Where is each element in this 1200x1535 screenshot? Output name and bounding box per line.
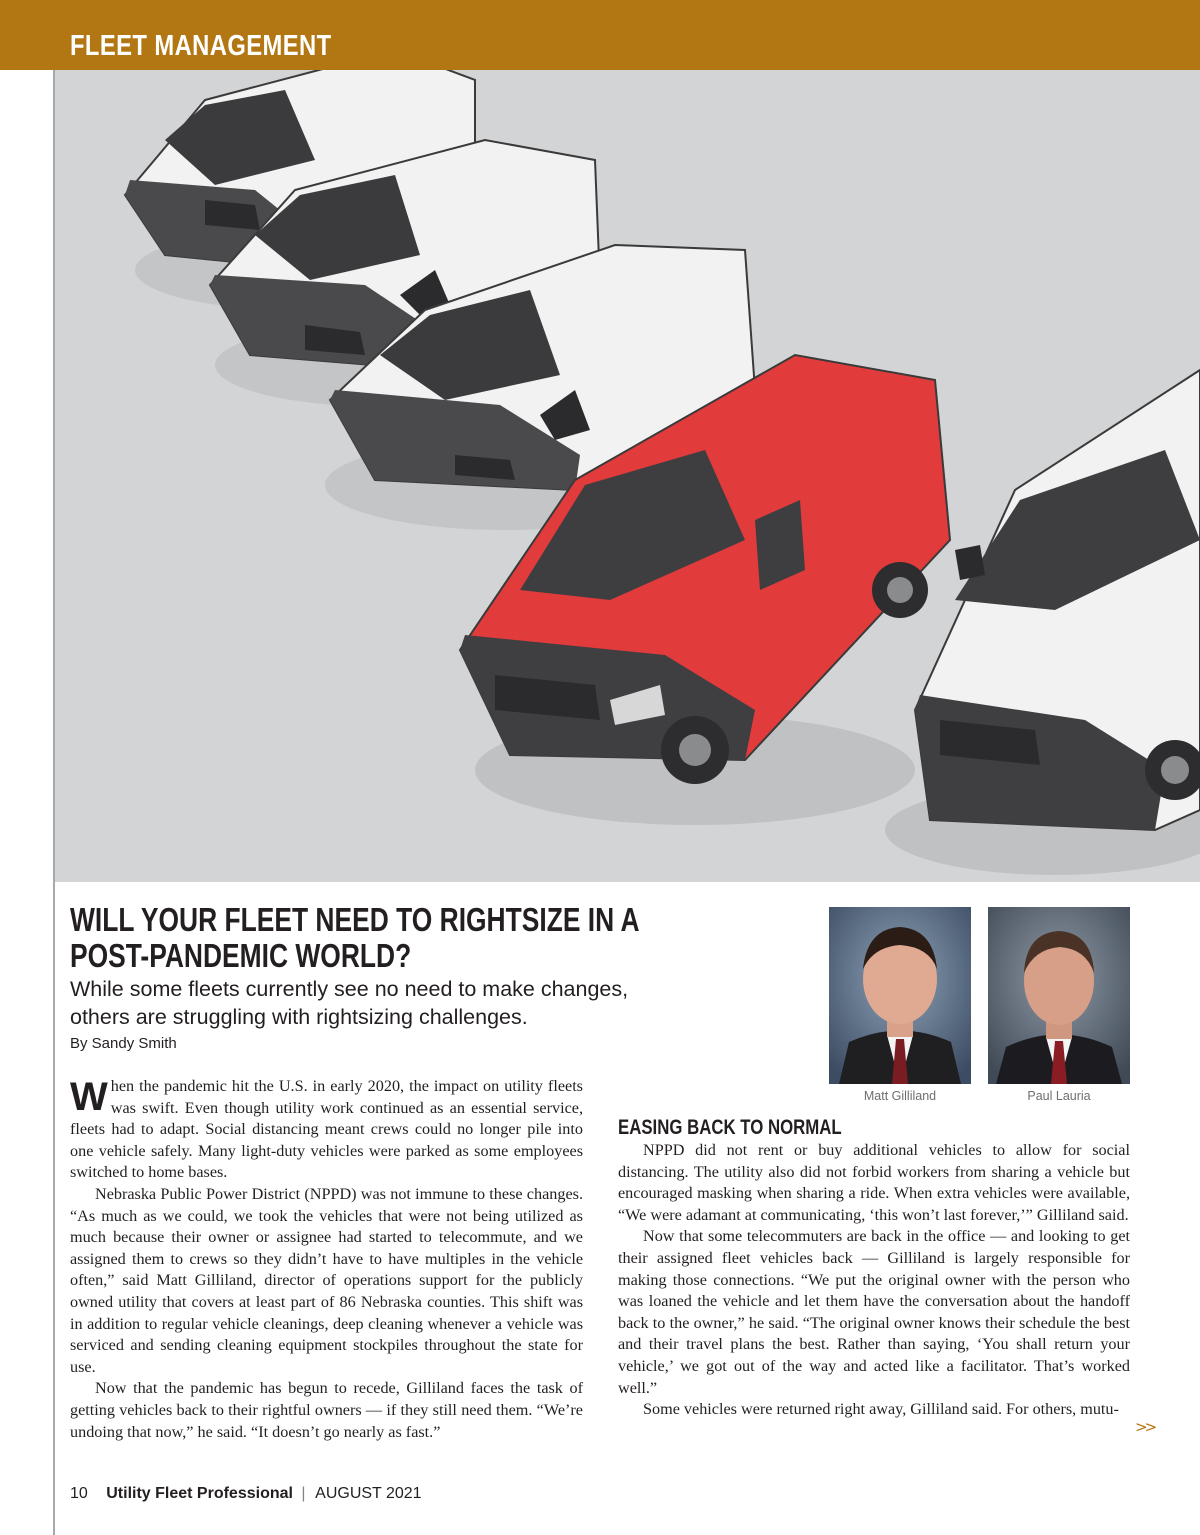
portrait-icon — [988, 907, 1130, 1084]
photo-caption: Matt Gilliland — [863, 1089, 937, 1103]
paragraph: Now that some telecommuters are back in the office — and looking to get their assigned fleet vehicles back — Gilliland is largely responsible for making those connections. “We put the original owner with the person who was loaned the vehicle and let them have the conversation about the handoff back to the owner,” he said. “The original owner knows their schedule the best and their travel plans the best. Rather than saying, ‘You shall return your vehicle,’ we got out of the way and acted like a facilitator. That’s worked well.” — [618, 1227, 1130, 1397]
page-number: 10 — [70, 1485, 88, 1502]
byline: By Sandy Smith — [70, 1035, 177, 1052]
headshot-paul-lauria — [988, 907, 1130, 1084]
paragraph: NPPD did not rent or buy additional vehicles to allow for social distancing. The utility also did not forbid workers from sharing a vehicle but encouraged masking when sharing a ride. When extra vehicles were available, “We were adamant at communicating, ‘this won’t last forever,’” Gilliland said. — [618, 1141, 1130, 1224]
section-subhead: EASING BACK TO NORMAL — [618, 1116, 842, 1139]
dropcap: W — [70, 1075, 108, 1119]
section-label: FLEET MANAGEMENT — [70, 30, 332, 62]
paragraph: When the pandemic hit the U.S. in early 2020, the impact on utility fleets was swift. Even though utility work continued as an essential service, fleets had to adapt. Social distancing meant crews could no longer pile into one vehicle safely. Many light-duty vehicles were parked as some employees switched to home bases. — [70, 1075, 583, 1182]
section-band — [0, 0, 1200, 70]
headshot-matt-gilliland — [829, 907, 971, 1084]
page-footer — [70, 1485, 422, 1503]
issue-date: AUGUST 2021 — [315, 1485, 422, 1502]
article-headline: WILL YOUR FLEET NEED TO RIGHTSIZE IN A POST-PANDEMIC WORLD? — [70, 901, 639, 974]
paragraph: Now that the pandemic has begun to recede, Gilliland faces the task of getting vehicles back to their rightful owners — if they still need them. “We’re undoing that now,” he said. “It doesn’t go nearly as fast.” — [70, 1379, 583, 1441]
footer-separator: | — [301, 1485, 306, 1502]
article-column-1 — [70, 1076, 583, 1443]
article-column-2 — [618, 1140, 1130, 1421]
paragraph: Some vehicles were returned right away, Gilliland said. For others, mutu- — [643, 1400, 1119, 1419]
hero-illustration — [55, 70, 1200, 882]
paragraph: Nebraska Public Power District (NPPD) was not immune to these changes. “As much as we could, we took the vehicles that were not being utilized as much because their owner or assignee had started to telecommute, and we assigned them to crews so they didn’t have to have multiples in the vehicle often,” said Matt Gilliland, director of operations support for the publicly owned utility that covers at least part of 86 Nebraska counties. This shift was in addition to regular vehicle cleanings, deep cleaning whenever a vehicle was serviced and sending cleaning equipment stockpiles throughout the state for use. — [70, 1184, 583, 1376]
portrait-icon — [829, 907, 971, 1084]
photo-caption: Paul Lauria — [1027, 1089, 1091, 1103]
magazine-name: Utility Fleet Professional — [106, 1485, 293, 1502]
continued-arrow-icon: >> — [1135, 1418, 1155, 1436]
vans-illustration-icon — [55, 70, 1200, 882]
article-deck: While some fleets currently see no need to make changes, others are struggling with rightsizing challenges. — [70, 977, 629, 1029]
